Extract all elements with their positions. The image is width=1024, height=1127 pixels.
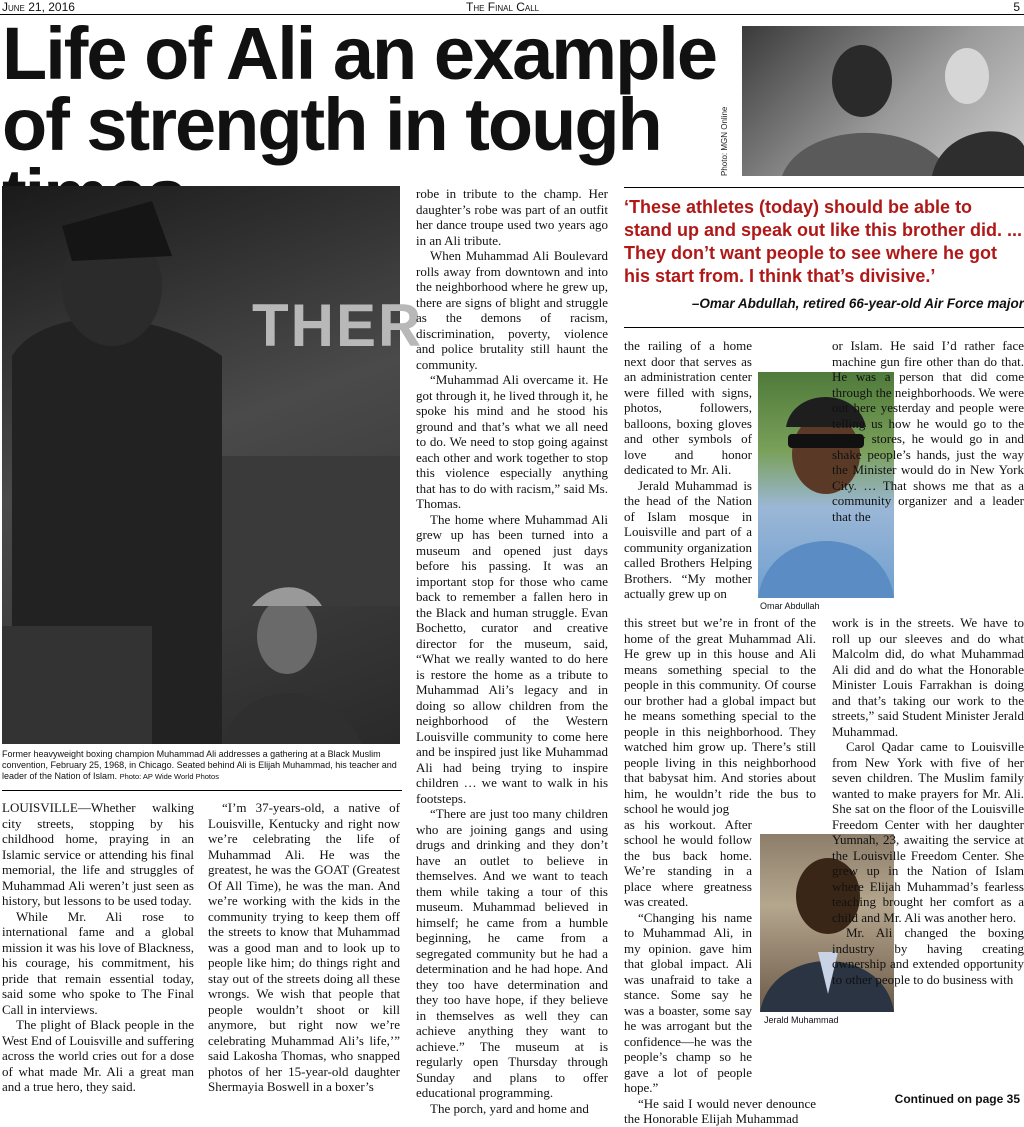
article-column-5-top <box>832 338 1024 524</box>
jerald-photo-label: Jerald Muhammad <box>764 1015 839 1025</box>
article-paragraph: The plight of Black people in the West End of Louisville and suffering across the world cries out for a dose of what made Mr. Ali a great man and a true hero, they said. <box>2 1017 194 1094</box>
photo-ali-speaking-icon <box>2 186 400 744</box>
article-paragraph: When Muhammad Ali Boulevard rolls away from downtown and into the neighborhood where he grew up, there are signs of blight and struggle as the demons of racism, discrimination, poverty, violence and police brutality still haunt the community. <box>416 248 608 372</box>
article-paragraph: robe in tribute to the champ. Her daughter’s robe was part of an outfit her dance troupe used two years ago in an Ali tribute. <box>416 186 608 248</box>
caption-credit: Photo: AP Wide World Photos <box>119 772 219 781</box>
article-column-5-mid <box>832 615 1024 987</box>
headline: Life of Ali an example of strength in tough <box>2 12 716 166</box>
caption-text: Former heavyweight boxing champion Muhammad Ali addresses a gathering at a Black Muslim convention, February 25, 1968, in Chicago. Seated behind Ali is Elijah Muhammad, his teacher and leader of the Nation of Islam. <box>2 749 397 781</box>
article-paragraph: Carol Qadar came to Louisville from New York with five of her seven children. The Muslim family wanted to make prayers for Mr. Ali. She sat on the floor of the Louisville Freedom Center with her daughter Yumnah, 23, awaiting the service at the Louisville Freedom Center. She grew up in the Nation of Islam where Elijah Muhammad’s fearless teaching brought her comfort as a child and Mr. Ali was another hero. <box>832 739 1024 925</box>
article-paragraph: While Mr. Ali rose to international fame and a global mission it was his love of Blackness, his courage, his commitment, his pride that remain essential today, said some who spoke to The Final Call in interviews. <box>2 908 194 1017</box>
main-photo-caption <box>2 749 402 782</box>
article-column-1 <box>2 800 194 1095</box>
banner-text: THER <box>252 292 424 359</box>
article-paragraph: “There are just too many children who are joining gangs and using drugs and drinking and they don’t have an outlet to believe in themselves. And we want to teach them while taking a tour of this museum. Muhammad believed in himself; he came from a humble beginning, he came from a segregated community but he had a determination and he had hope. And they too have determination and they too have hope, if they believe in themselves as well they can achieve anything they want to achieve.” The museum at is regularly open Thursday through Sunday and plans to offer educational programming. <box>416 806 608 1100</box>
top-photo-credit: Photo: MGN Online <box>720 106 729 176</box>
article-column-2 <box>208 800 400 1095</box>
pull-quote-attribution: –Omar Abdullah, retired 66-year-old Air Force major <box>691 296 1024 311</box>
publication-name: The Final Call <box>466 0 540 14</box>
article-paragraph: “Muhammad Ali overcame it. He got through it, he lived through it, he spoke his mind and he stood his ground and that’s what we all need to do. We need to stop going against each other and work together to stop this violence especially anything that has to do with racism,” said Ms. Thomas. <box>416 372 608 511</box>
page-number: 5 <box>1013 0 1020 14</box>
article-paragraph: as his workout. After school he would follow the bus back home. We’re standing in a place where greatness was created. <box>624 816 752 909</box>
pull-quote-bottom-rule <box>624 327 1024 328</box>
issue-date: June 21, 2016 <box>2 0 75 14</box>
article-column-3 <box>416 186 608 1116</box>
article-column-4-top <box>624 338 752 602</box>
article-paragraph: The porch, yard and home and <box>430 1100 589 1116</box>
pull-quote: ‘These athletes (today) should be able to stand up and speak out like this brother did. ... They don’t want people to see where he got his start from. I think that’s divisive.’ <box>624 197 1023 286</box>
article-paragraph: “He said I would never denounce the Honorable Elijah Muhammad <box>624 1095 816 1126</box>
pull-quote-top-rule <box>624 187 1024 188</box>
photo-ali-seated-icon <box>742 26 1024 176</box>
main-photo <box>2 186 424 744</box>
continued-line: Continued on page 35 <box>894 1092 1020 1106</box>
article-paragraph: work is in the streets. We have to roll up our sleeves and do what Malcolm did, do what Muhammad Ali did and do what the Honorable Minister Louis Farrakhan is doing and that’s taking our work to the streets,” said Student Minister Jerald Muhammad. <box>832 615 1024 739</box>
article-paragraph: The home where Muhammad Ali grew up has been turned into a museum and opened just days before his passing. It was an important stop for those who came back to remember a fallen hero in the Black and human struggle. Evan Bochetto, curator and creative director for the museum, said, “What we really wanted to do here is restore the home as a tribute to Muhammad Ali’s legacy and in doing so allow children from the neighborhood of the Western Louisville community to come here and be inspired just like Muhammad Ali had being trying to inspire children … we want to walk in his footsteps. <box>416 511 608 806</box>
caption-rule <box>2 790 402 791</box>
article-paragraph: Jerald Muhammad is the head of the Nation of Islam mosque in Louisville and part of a community organization called Brothers Helping Brothers. “My mother actually grew up on <box>624 477 752 601</box>
article-paragraph: “Changing his name to Muhammad Ali, in my opinion. gave him that global impact. Ali was unafraid to take a stance. Some say he was a boaster, some say he was arrogant but the confidence—he was the people’s champ so he gave a lot of people hope.” <box>624 909 752 1095</box>
article-paragraph: or Islam. He said I’d rather face machine gun fire other than do that. He was a person that did come through the neighborhoods. We were out here yesterday and people were telling us how he would go to the corner stores, he would go in and shake people’s hands, just the way the Minister would do in New York City. … That shows me that as a community organizer and a leader that the <box>832 338 1024 524</box>
article-paragraph: the railing of a home next door that serves as an administration center were filled with signs, photos, followers, balloons, boxing gloves and other symbols of love and honor dedicated to Mr. Ali. <box>624 338 752 477</box>
top-photo <box>742 26 1024 176</box>
article-paragraph: Mr. Ali changed the boxing industry by having creating ownership and extended opportunity to other people to do business with <box>832 925 1024 987</box>
article-paragraph: “I’m 37-years-old, a native of Louisville, Kentucky and right now we’re celebrating the life of Muhammad Ali. He was the greatest, he was the GOAT (Greatest Of All Time), he was the man. And we’re working with the kids in the community trying to keep them off the streets to know that Muhammad was a good man and to look up to people like him; do things right and stay out of the streets doing all these wrongs. We wish that people that people wouldn’t shoot or kill anymore, but right now we’re celebrating Muhammad Ali’s life,’” said Lakosha Thomas, who snapped photos of her 15-year-old daughter Shermayia Boswell in a boxer’s <box>208 800 400 1094</box>
article-paragraph: LOUISVILLE—Whether walking city streets, stopping by his childhood home, praying in an Islamic service or attending his final memorial, the life and struggles of Muhammad Ali weren’t just seen as history, but lessons to be used today. <box>2 800 194 908</box>
article-paragraph: this street but we’re in front of the home of the great Muhammad Ali. He grew up in this house and Ali means something special to the people in this community. Of course our brother had a global impact but he means something special to the people in this neighborhood. They watched him grow up. There’s still people living in this neighborhood that babysat him. And stories about him, he wouldn’t ride the bus to school he would jog <box>624 615 816 816</box>
omar-photo-label: Omar Abdullah <box>760 601 820 611</box>
